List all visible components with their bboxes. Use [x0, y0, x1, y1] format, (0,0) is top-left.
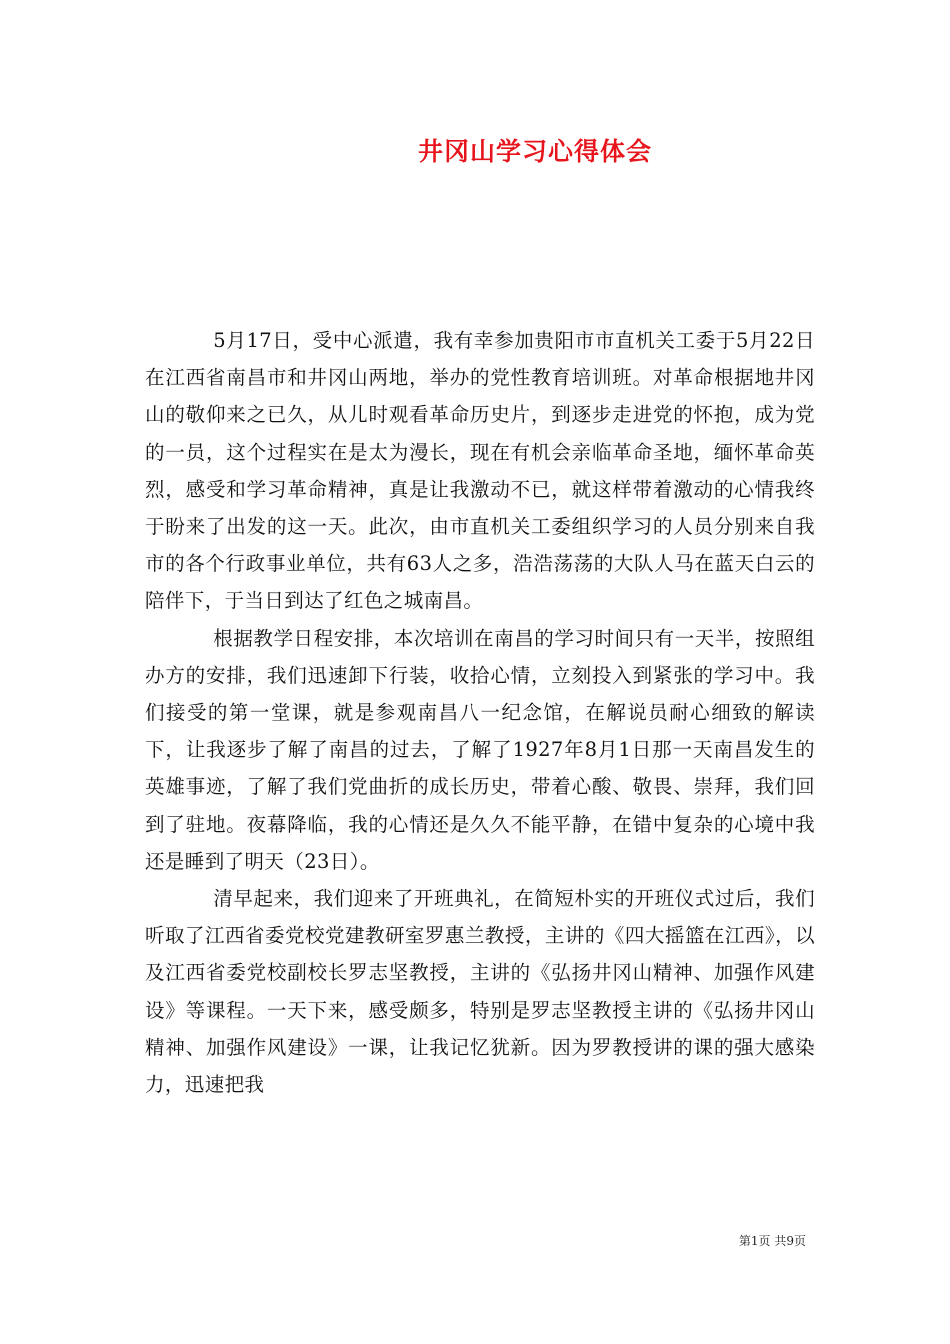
page-number-footer: 第1页 共9页: [738, 1234, 806, 1248]
paragraph-1: 5月17日，受中心派遣，我有幸参加贵阳市市直机关工委于5月22日在江西省南昌市和井冈山两地，举办的党性教育培训班。对革命根据地井冈山的敬仰来之已久，从儿时观看革命历史片，到逐步走进党的怀抱，成为党的一员，这个过程实在是太为漫长，现在有机会亲临革命圣地，缅怀革命英烈，感受和学习革命精神，真是让我激动不已，就这样带着激动的心情我终于盼来了出发的这一天。此次，由市直机关工委组织学习的人员分别来自我市的各个行政事业单位，共有63人之多，浩浩荡荡的大队人马在蓝天白云的陪伴下，于当日到达了红色之城南昌。: [145, 329, 815, 613]
paragraph-2: 根据教学日程安排，本次培训在南昌的学习时间只有一天半，按照组办方的安排，我们迅速卸下行装，收拾心情，立刻投入到紧张的学习中。我们接受的第一堂课，就是参观南昌八一纪念馆，在解说员耐心细致的解读下，让我逐步了解了南昌的过去，了解了1927年8月1日那一天南昌发生的英雄事迹，了解了我们党曲折的成长历史，带着心酸、敬畏、崇拜，我们回到了驻地。夜幕降临，我的心情还是久久不能平静，在错中复杂的心境中我还是睡到了明天（23日）。: [145, 626, 815, 873]
document-body: [145, 322, 815, 1103]
paragraph-3: 清早起来，我们迎来了开班典礼，在简短朴实的开班仪式过后，我们听取了江西省委党校党建教研室罗惠兰教授，主讲的《四大摇篮在江西》，以及江西省委党校副校长罗志坚教授，主讲的《弘扬井冈山精神、加强作风建设》等课程。一天下来，感受颇多，特别是罗志坚教授主讲的《弘扬井冈山精神、加强作风建设》一课，让我记忆犹新。因为罗教授讲的课的强大感染力，迅速把我: [145, 887, 815, 1097]
page-title: 井冈山学习心得体会: [417, 137, 652, 166]
